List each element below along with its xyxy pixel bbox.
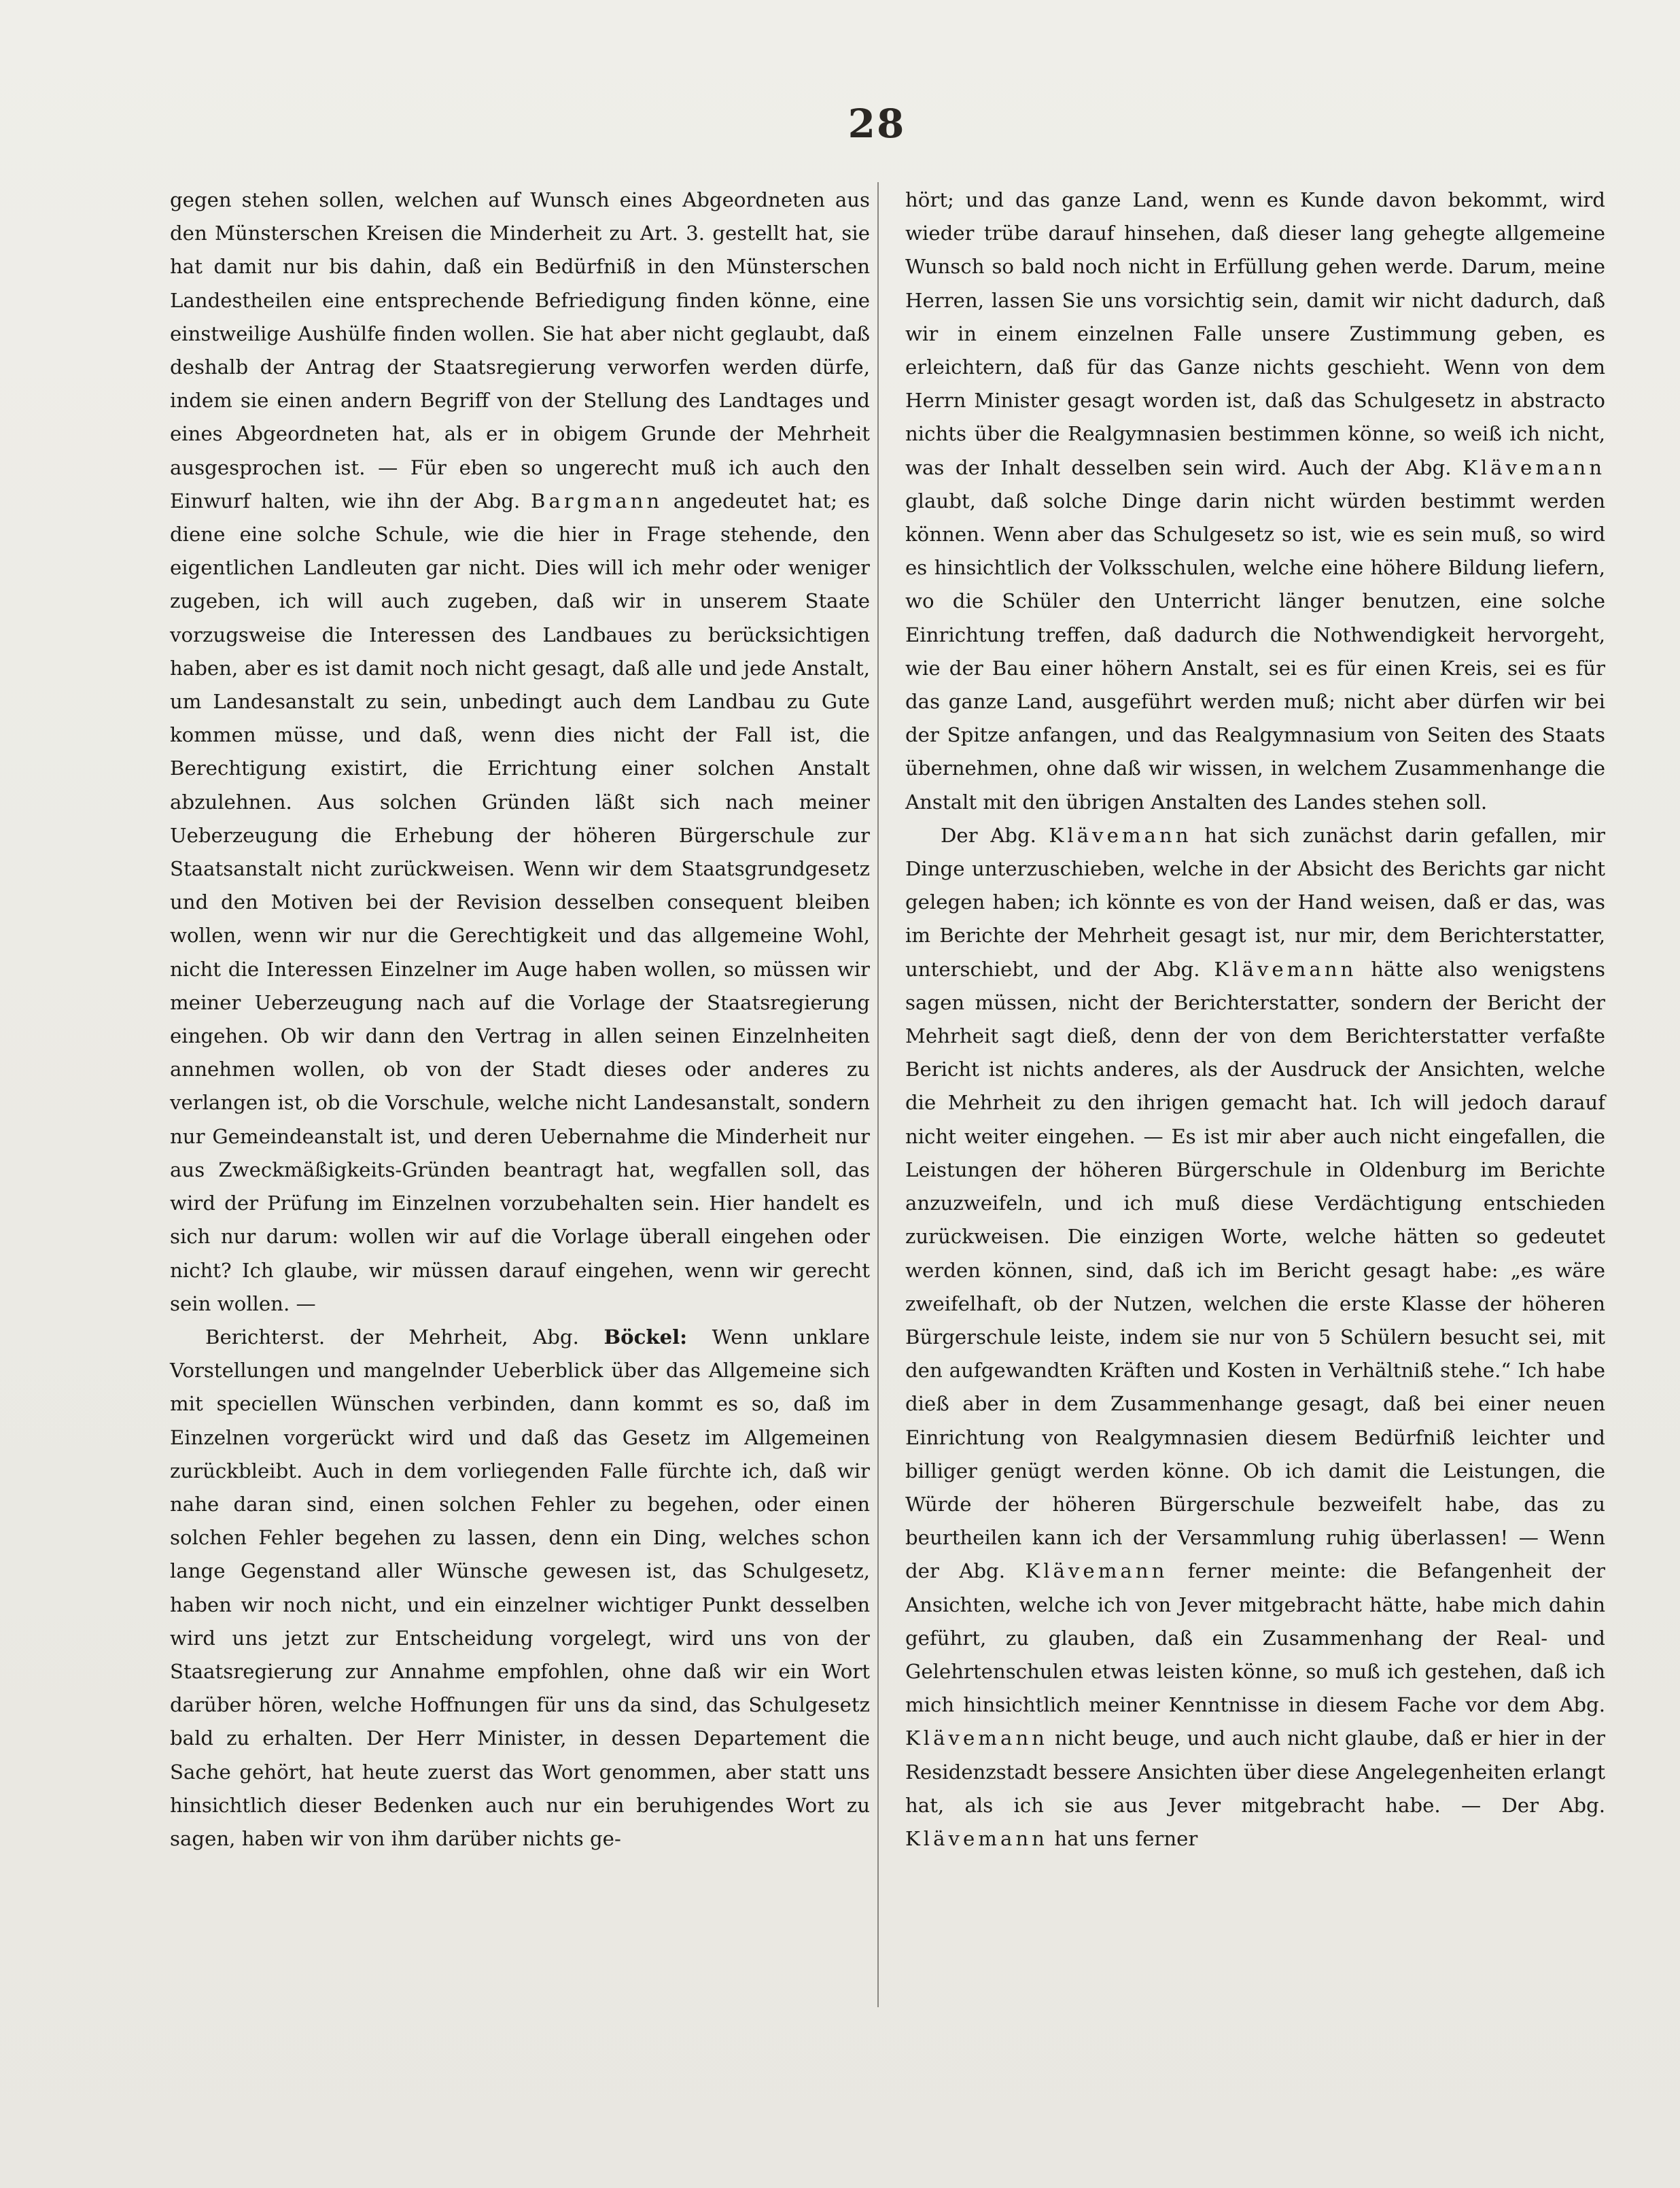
paragraph-text: hätte also wenigstens sagen müssen, nicht der Berichterstatter, sondern der Bericht der Mehrheit sagt dieß, denn der von dem Berichterstatter verfaßte Bericht ist nichts anderes, als der Ausdruck der Ansichten, welche die Mehrheit zu den ihrigen gemacht hat. Ich will jedoch darauf nicht weiter eingehen. — Es ist mir aber auch nicht eingefallen, die Leistungen der höheren Bürgerschule in Oldenburg im Berichte anzuzweifeln, und ich muß diese Verdächtigung entschieden zurückweisen. Die einzigen Worte, welche hätten so gedeutet werden können, sind, daß ich im Bericht gesagt habe: „es wäre zweifelhaft, ob der Nutzen, welchen die erste Klasse der höheren Bürgerschule leiste, indem sie nur von 5 Schülern besucht sei, mit den aufgewandten Kräften und Kosten in Verhältniß stehe.“ Ich habe dieß aber in dem Zusammenhange gesagt, daß bei einer neuen Einrichtung von Realgymnasien diesem Bedürfniß leichter und billiger genügt werden könne. Ob ich damit die Leistungen, die Würde der höheren Bürgerschule bezweifelt habe, das zu beurtheilen kann ich der Versammlung ruhig überlassen! — Wenn der Abg.	[905, 957, 1605, 1583]
speaker-name: Klävemann	[1025, 1559, 1168, 1583]
right-column	[905, 184, 1605, 1856]
paragraph-text: glaubt, daß solche Dinge darin nicht würden bestimmt werden können. Wenn aber das Schulgesetz so ist, wie es sein muß, so wird es hinsichtlich der Volksschulen, welche eine höhere Bildung liefern, wo die Schüler den Unterricht länger benutzen, eine solche Einrichtung treffen, daß dadurch die Nothwendigkeit hervorgeht, wie der Bau einer höhern Anstalt, sei es für einen Kreis, sei es für das ganze Land, ausgeführt werden muß; nicht aber dürfen wir bei der Spitze anfangen, und das Realgymnasium von Seiten des Staats übernehmen, ohne daß wir wissen, in welchem Zusammenhange die Anstalt mit den übrigen Anstalten des Landes stehen soll.	[905, 489, 1605, 814]
paragraph	[905, 184, 1605, 819]
paragraph	[170, 1321, 870, 1856]
speaker-name: Klävemann	[1214, 957, 1357, 981]
paragraph-text: hört; und das ganze Land, wenn es Kunde davon bekommt, wird wieder trübe darauf hinsehen, daß dieser lang gehegte allgemeine Wunsch so bald noch nicht in Erfüllung gehen werde. Darum, meine Herren, lassen Sie uns vorsichtig sein, damit wir nicht dadurch, daß wir in einem einzelnen Falle unsere Zustimmung geben, es erleichtern, daß für das Ganze nichts geschieht. Wenn von dem Herrn Minister gesagt worden ist, daß das Schulgesetz in abstracto nichts über die Realgymnasien bestimmen könne, so weiß ich nicht, was der Inhalt desselben sein wird. Auch der Abg.	[905, 188, 1605, 479]
speaker-lead: Berichterst. der Mehrheit, Abg.	[205, 1325, 579, 1349]
paragraph-text: angedeutet hat; es diene eine solche Schule, wie die hier in Frage stehende, den eigentlichen Landleuten gar nicht. Dies will ich mehr oder weniger zugeben, ich will auch zugeben, daß wir in unserem Staate vorzugsweise die Interessen des Landbaues zu berücksichtigen haben, aber es ist damit noch nicht gesagt, daß alle und jede Anstalt, um Landesanstalt zu sein, unbedingt auch dem Landbau zu Gute kommen müsse, und daß, wenn dies nicht der Fall ist, die Berechtigung existirt, die Errichtung einer solchen Anstalt abzulehnen. Aus solchen Gründen läßt sich nach meiner Ueberzeugung die Erhebung der höheren Bürgerschule zur Staatsanstalt nicht zurückweisen. Wenn wir dem Staatsgrundgesetz und den Motiven bei der Revision desselben consequent bleiben wollen, wenn wir nur die Gerechtigkeit und das allgemeine Wohl, nicht die Interessen Einzelner im Auge haben wollen, so müssen wir meiner Ueberzeugung nach auf die Vorlage der Staatsregierung eingehen. Ob wir dann den Vertrag in allen seinen Einzelnheiten annehmen wollen, ob von der Stadt dieses oder anderes zu verlangen ist, ob die Vorschule, welche nicht Landesanstalt, sondern nur Gemeindeanstalt ist, und deren Uebernahme die Minderheit nur aus Zweckmäßigkeits-Gründen beantragt hat, wegfallen soll, das wird der Prüfung im Einzelnen vorzubehalten sein. Hier handelt es sich nur darum: wollen wir auf die Vorlage überall eingehen oder nicht? Ich glaube, wir müssen darauf eingehen, wenn wir gerecht sein wollen. —	[170, 489, 871, 1315]
paragraph	[905, 819, 1605, 1856]
speaker-name: Klävemann	[1049, 823, 1192, 847]
speaker-name: Klävemann	[1463, 455, 1605, 479]
paragraph	[170, 184, 870, 1321]
paragraph-text: Wenn unklare Vorstellungen und mangelnder Ueberblick über das Allgemeine sich mit speciellen Wünschen verbinden, dann kommt es so, daß im Einzelnen vorgerückt wird und daß das Gesetz im Allgemeinen zurückbleibt. Auch in dem vorliegenden Falle fürchte ich, daß wir nahe daran sind, einen solchen Fehler zu begehen, oder einen solchen Fehler begehen zu lassen, denn ein Ding, welches schon lange Gegenstand aller Wünsche gewesen ist, das Schulgesetz, haben wir noch nicht, und ein einzelner wichtiger Punkt desselben wird uns jetzt zur Entscheidung vorgelegt, wird uns von der Staatsregierung zur Annahme empfohlen, ohne daß wir ein Wort darüber hören, welche Hoffnungen für uns da sind, das Schulgesetz bald zu erhalten. Der Herr Minister, in dessen Departement die Sache gehört, hat heute zuerst das Wort genommen, aber statt uns hinsichtlich dieser Bedenken auch nur ein beruhigendes Wort zu sagen, haben wir von ihm darüber nichts ge-	[170, 1325, 871, 1850]
paragraph-text: nicht beuge, und auch nicht glaube, daß er hier in der Residenzstadt bessere Ansichten über diese Angelegenheiten erlangt hat, als ich sie aus Jever mitgebracht habe. — Der Abg.	[905, 1726, 1605, 1817]
speaker-name: Bargmann	[531, 489, 663, 513]
speaker-name: Böckel:	[603, 1325, 688, 1349]
paragraph-text: hat sich zunächst darin gefallen, mir Dinge unterzuschieben, welche in der Absicht des Berichts gar nicht gelegen haben; ich könnte es von der Hand weisen, daß er das, was im Berichte der Mehrheit gesagt ist, nur mir, dem Berichterstatter, unterschiebt, und der Abg.	[905, 823, 1605, 981]
column-divider	[877, 182, 879, 2007]
page-number: 28	[847, 101, 906, 147]
paragraph-text: gegen stehen sollen, welchen auf Wunsch eines Abgeordneten aus den Münsterschen Kreisen die Minderheit zu Art. 3. gestellt hat, sie hat damit nur bis dahin, daß ein Bedürfniß in den Münsterschen Landestheilen eine entsprechende Befriedigung finden könne, eine einstweilige Aushülfe finden wollen. Sie hat aber nicht geglaubt, daß deshalb der Antrag der Staatsregierung verworfen werden dürfe, indem sie einen andern Begriff von der Stellung des Landtages und eines Abgeordneten hat, als er in obigem Grunde der Mehrheit ausgesprochen ist. — Für eben so ungerecht muß ich auch den Einwurf halten, wie ihn der Abg.	[170, 188, 870, 513]
speaker-name: Klävemann	[905, 1726, 1048, 1750]
paragraph-text: hat uns ferner	[1054, 1826, 1198, 1850]
paragraph-text: ferner meinte: die Befangenheit der Ansichten, welche ich von Jever mitgebracht hätte, habe mich dahin geführt, zu glauben, daß ein Zusammenhang der Real- und Gelehrtenschulen etwas leisten könne, so muß ich gestehen, daß ich mich hinsichtlich meiner Kenntnisse in diesem Fache vor dem Abg.	[905, 1559, 1606, 1717]
left-column	[170, 184, 870, 1856]
speaker-lead: Der Abg.	[941, 823, 1036, 847]
speaker-name: Klävemann	[905, 1826, 1048, 1850]
